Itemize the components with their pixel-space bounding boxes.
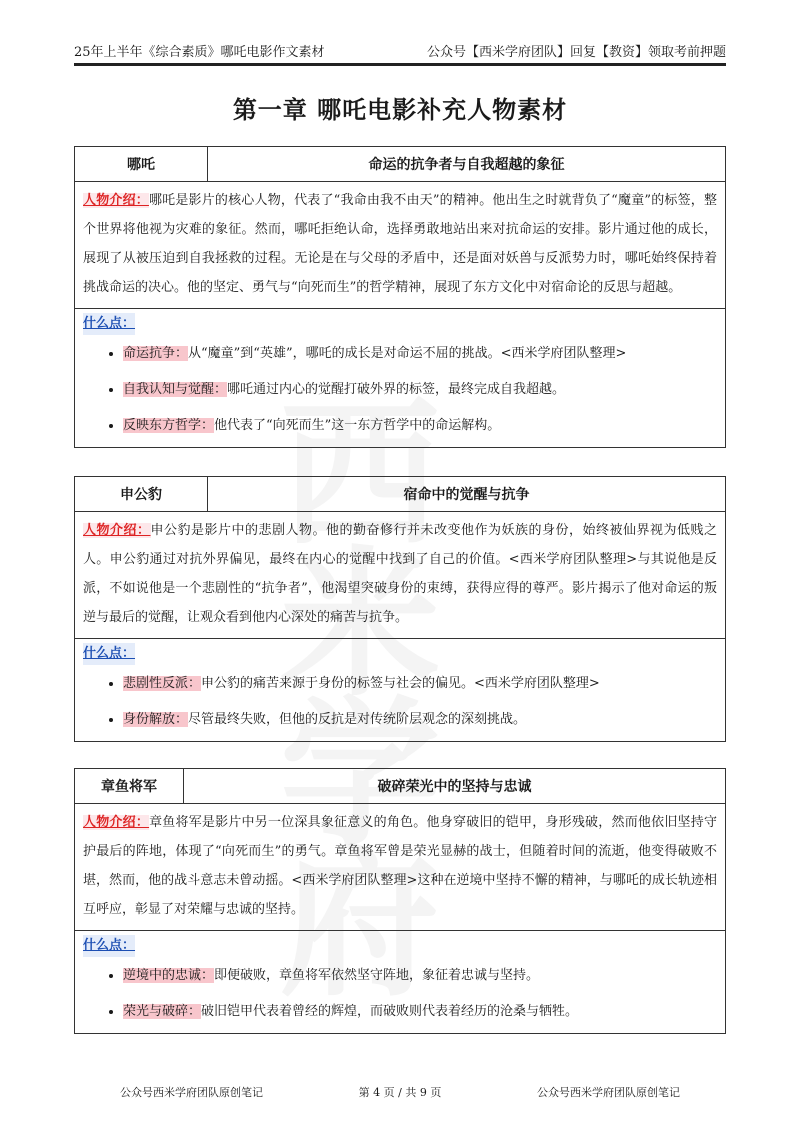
points-list (83, 673, 717, 731)
points-list (83, 965, 717, 1023)
card-header (75, 477, 725, 512)
character-card-octopus-general (74, 768, 726, 1034)
character-card-shengongbao (74, 476, 726, 742)
character-name: 哪吒 (75, 147, 208, 181)
points-label: 什么点： (83, 935, 135, 957)
character-intro (75, 804, 725, 931)
chapter-title: 第一章 哪吒电影补充人物素材 (232, 96, 568, 124)
page-number: 第 4 页 / 共 9 页 (358, 1086, 442, 1099)
point-text: 破旧铠甲代表着曾经的辉煌，而破败则代表着经历的沧桑与牺牲。 (201, 1004, 579, 1019)
character-theme: 破碎荣光中的坚持与忠诚 (377, 779, 532, 795)
points-section (75, 309, 725, 447)
point-key: 逆境中的忠诚： (123, 968, 215, 983)
points-list (83, 343, 717, 437)
point-key: 反映东方哲学： (123, 418, 215, 433)
page-footer (120, 1084, 680, 1100)
list-item (123, 965, 717, 987)
character-intro (75, 512, 725, 639)
intro-label: 人物介绍： (83, 193, 149, 208)
point-text: 哪吒通过内心的觉醒打破外界的标签，最终完成自我超越。 (227, 382, 566, 397)
list-item (123, 1001, 717, 1023)
card-header (75, 147, 725, 182)
point-text: 尽管最终失败，但他的反抗是对传统阶层观念的深刻挑战。 (188, 712, 527, 727)
point-text: 即便破败，章鱼将军依然坚守阵地，象征着忠诚与坚持。 (214, 968, 540, 983)
list-item (123, 673, 717, 695)
intro-label: 人物介绍： (83, 815, 150, 830)
point-key: 自我认知与觉醒： (123, 382, 228, 397)
point-key: 命运抗争： (123, 346, 189, 361)
footer-right-text: 公众号西米学府团队原创笔记 (537, 1086, 680, 1099)
points-label: 什么点： (83, 313, 135, 335)
points-label: 什么点： (83, 643, 135, 665)
point-text: 申公豹的痛苦来源于身份的标签与社会的偏见。<西米学府团队整理> (201, 676, 600, 691)
list-item (123, 379, 717, 401)
footer-left-text: 公众号西米学府团队原创笔记 (120, 1086, 263, 1099)
points-section (75, 931, 725, 1033)
card-header (75, 769, 725, 804)
header-left-text: 25年上半年《综合素质》哪吒电影作文素材 (74, 45, 325, 60)
point-key: 荣光与破碎： (123, 1004, 202, 1019)
point-key: 身份解放： (123, 712, 189, 727)
list-item (123, 343, 717, 365)
character-name: 申公豹 (75, 477, 208, 511)
character-name: 章鱼将军 (75, 769, 184, 803)
list-item (123, 415, 717, 437)
intro-text: 哪吒是影片的核心人物，代表了“我命由我不由天”的精神。他出生之时就背负了“魔童”的标签，整个世界将他视为灾难的象征。然而，哪吒拒绝认命，选择勇敢地站出来对抗命运的安排。影片通过他的成长，展现了从被压迫到自我拯救的过程。无论是在与父母的矛盾中，还是面对妖兽与反派势力时，哪吒始终保持着挑战命运的决心。他的坚定、勇气与“向死而生”的哲学精神，展现了东方文化中对宿命论的反思与超越。 (83, 193, 717, 295)
point-key: 悲剧性反派： (123, 676, 202, 691)
intro-text: 申公豹是影片中的悲剧人物。他的勤奋修行并未改变他作为妖族的身份，始终被仙界视为低贱之人。申公豹通过对抗外界偏见，最终在内心的觉醒中找到了自己的价值。<西米学府团队整理>与其说他是反派，不如说他是一个悲剧性的“抗争者”，他渴望突破身份的束缚，获得应得的尊严。影片揭示了他对命运的叛逆与最后的觉醒，让观众看到他内心深处的痛苦与抗争。 (83, 523, 717, 625)
header-rule (74, 64, 726, 66)
list-item (123, 709, 717, 731)
page-header (74, 38, 726, 64)
header-right-text: 公众号【西米学府团队】回复【教资】领取考前押题 (426, 45, 726, 60)
character-intro (75, 182, 725, 309)
point-text: 他代表了“向死而生”这一东方哲学中的命运解构。 (214, 418, 501, 433)
intro-text: 章鱼将军是影片中另一位深具象征意义的角色。他身穿破旧的铠甲，身形残破，然而他依旧坚持守护最后的阵地，体现了“向死而生”的勇气。章鱼将军曾是荣光显赫的战士，但随着时间的流逝，他变得破败不堪，然而，他的战斗意志未曾动摇。<西米学府团队整理>这种在逆境中坚持不懈的精神，与哪吒的成长轨迹相互呼应，彰显了对荣耀与忠诚的坚持。 (83, 815, 717, 917)
character-theme: 命运的抗争者与自我超越的象征 (368, 157, 565, 173)
point-text: 从“魔童”到“英雄”，哪吒的成长是对命运不屈的挑战。<西米学府团队整理> (188, 346, 627, 361)
character-card-nezha (74, 146, 726, 448)
points-section (75, 639, 725, 741)
intro-label: 人物介绍： (83, 523, 151, 538)
character-theme: 宿命中的觉醒与抗争 (403, 487, 530, 503)
